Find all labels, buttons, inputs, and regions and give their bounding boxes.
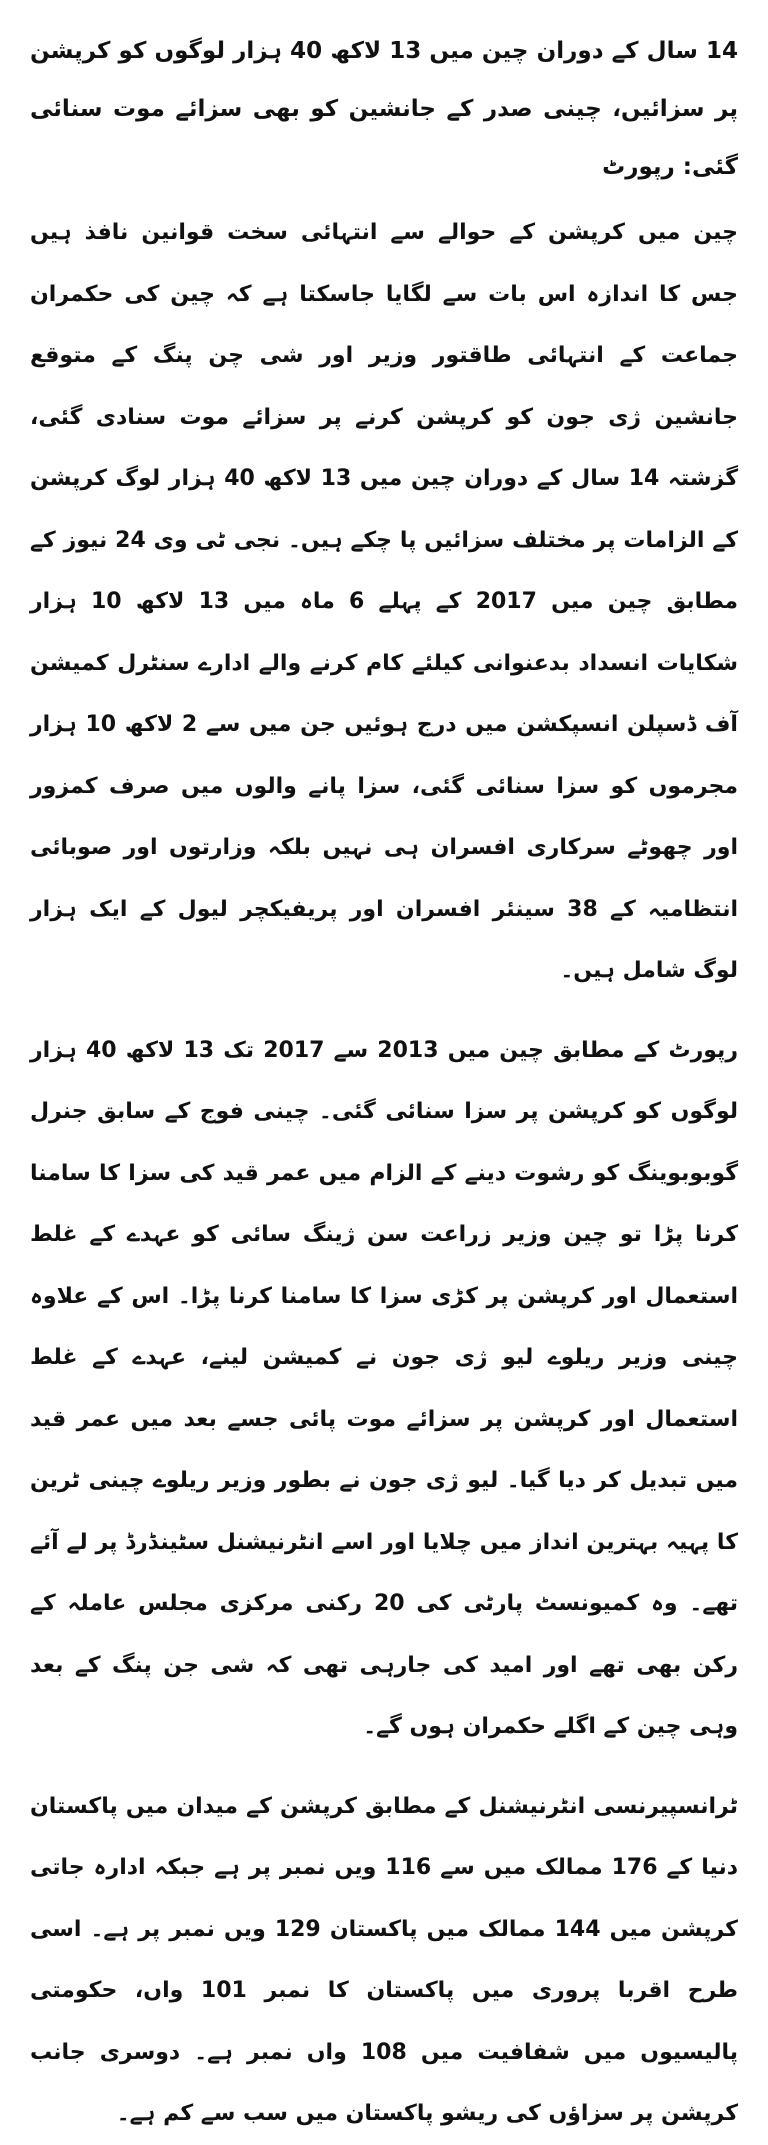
article-paragraph-2: رپورٹ کے مطابق چین میں 2013 سے 2017 تک 13 لاکھ 40 ہزار لوگوں کو کرپشن پر سزا سنائی گئی۔ چینی فوج کے سابق جنرل گوبوبوینگ کو رشوت دینے کے الزام میں عمر قید کی سزا کا سامنا کرنا پڑا تو چین وزیر زراعت سن ژینگ سائی کو عہدے کے غلط استعمال اور کرپشن پر کڑی سزا کا سامنا کرنا پڑا۔ اس کے علاوہ چینی وزیر ریلوے لیو ژی جون نے کمیشن لینے، عہدے کے غلط استعمال اور کرپشن پر سزائے موت پائی جسے بعد میں عمر قید میں تبدیل کر دیا گیا۔ لیو ژی جون نے بطور وزیر ریلوے چینی ٹرین کا پہیہ بہترین انداز میں چلایا اور اسے انٹرنیشنل سٹینڈرڈ پر لے آئے تھے۔ وہ کمیونسٹ پارٹی کی 20 رکنی مرکزی مجلس عاملہ کے رکن بھی تھے اور امید کی جارہی تھی کہ شی جن پنگ کے بعد وہی چین کے اگلے حکمران ہوں گے۔ <box>30 1037 738 1739</box>
article-paragraph-3: ٹرانسپیرنسی انٹرنیشنل کے مطابق کرپشن کے میدان میں پاکستان دنیا کے 176 ممالک میں سے 116 ویں نمبر پر ہے جبکہ ادارہ جاتی کرپشن میں 144 ممالک میں پاکستان 129 ویں نمبر پر ہے۔ اسی طرح اقربا پروری میں پاکستان کا نمبر 101 واں، حکومتی پالیسیوں میں شفافیت میں 108 واں نمبر ہے۔ دوسری جانب کرپشن پر سزاؤں کی ریشو پاکستان میں سب سے کم ہے۔ <box>30 1793 739 2126</box>
article-headline: 14 سال کے دوران چین میں 13 لاکھ 40 ہزار لوگوں کو کرپشن پر سزائیں، چینی صدر کے جانشین کو بھی سزائے موت سنائی گئی: رپورٹ <box>30 38 738 180</box>
article-paragraph-1: چین میں کرپشن کے حوالے سے انتہائی سخت قوانین نافذ ہیں جس کا اندازہ اس بات سے لگایا جاسکتا ہے کہ چین کی حکمران جماعت کے انتہائی طاقتور وزیر اور شی چن پنگ کے متوقع جانشین ژی جون کو کرپشن کرنے پر سزائے موت سنادی گئی، گزشتہ 14 سال کے دوران چین میں 13 لاکھ 40 ہزار لوگ کرپشن کے الزامات پر مختلف سزائیں پا چکے ہیں۔ نجی ٹی وی 24 نیوز کے مطابق چین میں 2017 کے پہلے 6 ماہ میں 13 لاکھ 10 ہزار شکایات انسداد بدعنوانی کیلئے کام کرنے والے ادارے سنٹرل کمیشن آف ڈسپلن انسپکشن میں درج ہوئیں جن میں سے 2 لاکھ 10 ہزار مجرموں کو سزا سنائی گئی، سزا پانے والوں میں صرف کمزور اور چھوٹے سرکاری افسران ہی نہیں بلکہ وزارتوں اور صوبائی انتظامیہ کے 38 سینئر افسران اور پریفیکچر لیول کے ایک ہزار لوگ شامل ہیں۔ <box>30 220 739 983</box>
